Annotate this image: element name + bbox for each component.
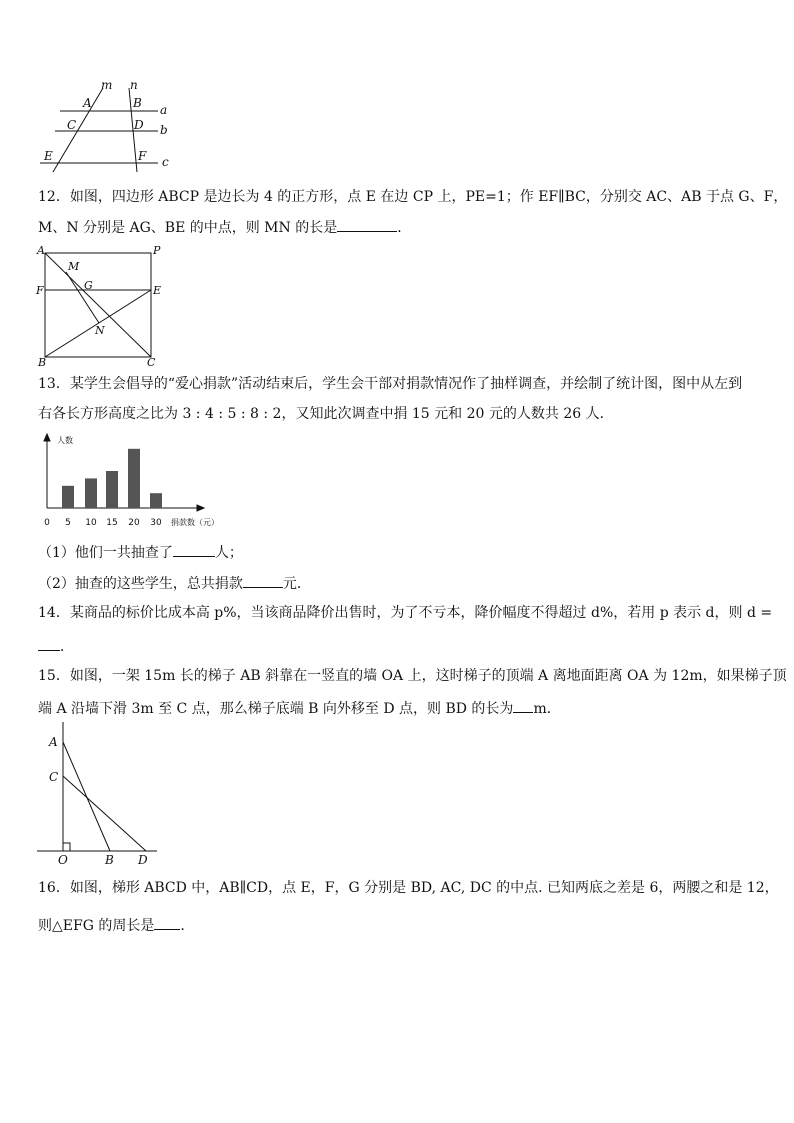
q13-sub2-end: 元． [282, 576, 311, 592]
label-n: n [130, 78, 138, 92]
label-D: D [138, 853, 148, 867]
ladder-CD [63, 776, 146, 851]
ladder-AB [63, 742, 110, 851]
q16-answer-blank[interactable] [154, 915, 180, 930]
q14-line1: 14．某商品的标价比成本高 p%，当该商品降价出售时，为了不亏本，降价幅度不得超过 d%，若用 p 表示 d，则 d = [38, 605, 773, 621]
label-B: B [133, 96, 142, 110]
q16-line2-end: . [180, 918, 185, 934]
q13-line1: 13．某学生会倡导的“爱心捐款”活动结束后，学生会干部对捐款情况作了抽样调查，并绘制了统计图，图中从左到 [38, 376, 743, 392]
q15-line2-text: 端 A 沿墙下滑 3m 至 C 点，那么梯子底端 B 向外移至 D 点，则 BD 的长为 [38, 701, 514, 717]
q13-line2: 右各长方形高度之比为 3 : 4 : 5 : 8 : 2，又知此次调查中捐 15 元和 20 元的人数共 26 人． [38, 406, 614, 422]
label-c: c [162, 155, 169, 169]
q16-line1: 16．如图，梯形 ABCD 中，AB∥CD，点 E，F，G 分别是 BD, AC, DC 的中点. 已知两底之差是 6，两腰之和是 12， [38, 880, 779, 896]
label-B: B [38, 356, 47, 369]
x-tick-label-20: 20 [128, 518, 140, 528]
label-F: F [138, 149, 147, 163]
q12-line2-text: M、N 分别是 AG、BE 的中点，则 MN 的长是 [38, 220, 338, 236]
q12-line1: 12．如图，四边形 ABCP 是边长为 4 的正方形，点 E 在边 CP 上，PE=1；作 EF∥BC，分别交 AC、AB 于点 G、F， [38, 189, 788, 205]
label-C: C [49, 770, 59, 784]
label-A: A [49, 735, 58, 749]
q16-line2 [38, 915, 185, 935]
label-C: C [147, 356, 156, 369]
x-tick-label-0: 0 [44, 518, 50, 528]
x-tick-label-10: 10 [85, 518, 97, 528]
x-tick-label-5: 5 [65, 518, 71, 528]
label-A: A [83, 96, 92, 110]
label-E: E [44, 149, 53, 163]
label-E: E [153, 284, 162, 297]
label-m: m [101, 78, 113, 92]
y-axis-label: 人数 [57, 436, 73, 445]
label-F: F [36, 284, 44, 297]
label-b: b [160, 123, 168, 137]
x-tick-label-30: 30 [150, 518, 162, 528]
label-a: a [160, 103, 168, 117]
q14-line2-end: ． [60, 639, 74, 655]
label-P: P [153, 244, 161, 257]
x-axis-label: 捐款数（元） [171, 518, 219, 527]
label-O: O [58, 853, 68, 867]
q13-sub1-end: 人； [214, 545, 243, 561]
q15-line1: 15．如图，一架 15m 长的梯子 AB 斜靠在一竖直的墙 OA 上，这时梯子的顶端 A 离地面距离 OA 为 12m，如果梯子顶 [38, 668, 787, 684]
label-G: G [84, 279, 93, 292]
q15-line2-end: m． [533, 701, 561, 717]
label-C: C [67, 118, 77, 132]
q13-sub1-text: （1）他们一共抽查了 [38, 545, 173, 561]
right-angle-mark [63, 843, 70, 851]
q16-line2-text: 则△EFG 的周长是 [38, 918, 155, 934]
q13-sub2-text: （2）抽查的这些学生，总共捐款 [38, 576, 243, 592]
label-A: A [37, 244, 45, 257]
q12-line2-end: ． [397, 220, 412, 236]
x-tick-label-15: 15 [106, 518, 118, 528]
label-D: D [134, 118, 144, 132]
label-B: B [105, 853, 114, 867]
label-N: N [95, 324, 105, 337]
label-M: M [68, 260, 80, 273]
